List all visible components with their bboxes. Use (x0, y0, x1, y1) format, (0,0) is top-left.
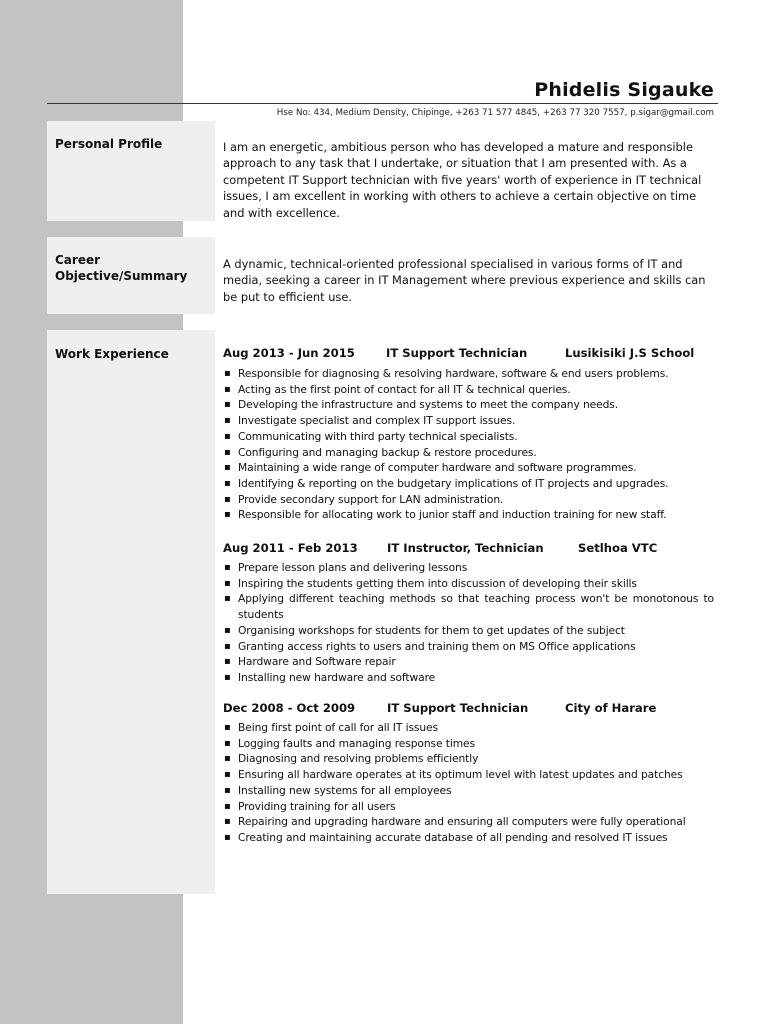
job-employer: Setlhoa VTC (578, 541, 658, 555)
personal-profile-label-box (47, 121, 215, 221)
duty-item: ▪ Ensuring all hardware operates at its optimum level with latest updates and patches (223, 767, 714, 783)
duty-item: ▪ Responsible for diagnosing & resolving hardware, software & end users problems. (223, 366, 714, 382)
duty-item: ▪ Providing training for all users (223, 799, 714, 815)
duty-item: ▪ Prepare lesson plans and delivering lessons (223, 560, 714, 576)
duty-item: ▪ Inspiring the students getting them into discussion of developing their skills (223, 576, 714, 592)
duty-item: ▪ Acting as the first point of contact for all IT & technical queries. (223, 382, 714, 398)
duty-item: ▪ Diagnosing and resolving problems efficiently (223, 751, 714, 767)
job-duties-list (223, 720, 714, 846)
career-objective-label (55, 252, 187, 284)
job-header (223, 701, 718, 717)
duty-item: ▪ Installing new systems for all employees (223, 783, 714, 799)
career-objective-label-box (47, 237, 215, 314)
duty-item: ▪ Identifying & reporting on the budgetary implications of IT projects and upgrades. (223, 476, 714, 492)
duty-item: ▪ Granting access rights to users and training them on MS Office applications (223, 639, 714, 655)
job-employer: Lusikisiki J.S School (565, 346, 695, 360)
duty-item: ▪ Investigate specialist and complex IT support issues. (223, 413, 714, 429)
duty-item: ▪ Hardware and Software repair (223, 654, 714, 670)
duty-item: ▪ Developing the infrastructure and systems to meet the company needs. (223, 397, 714, 413)
header-divider (47, 103, 718, 104)
job-duties-list (223, 560, 714, 686)
duty-item: ▪ Installing new hardware and software (223, 670, 714, 686)
work-experience-label: Work Experience (55, 347, 169, 361)
personal-profile-text: I am an energetic, ambitious person who has developed a mature and responsible approach to any task that I undertake, or situation that I am presented with. As a competent IT Support technician with five years' worth of experience in IT technical issues, I am excellent in working with others to achieve a certain objective on time and with excellence. (223, 140, 702, 220)
duty-item: ▪ Maintaining a wide range of computer hardware and software programmes. (223, 460, 714, 476)
job-employer: City of Harare (565, 701, 657, 715)
duty-item: ▪ Configuring and managing backup & restore procedures. (223, 445, 714, 461)
duty-item: ▪ Provide secondary support for LAN administration. (223, 492, 714, 508)
job-dates: Aug 2011 - Feb 2013 (223, 541, 358, 555)
job-duties-list (223, 366, 714, 523)
duty-item: ▪ Creating and maintaining accurate database of all pending and resolved IT issues (223, 830, 714, 846)
job-dates: Aug 2013 - Jun 2015 (223, 346, 355, 360)
duty-item: ▪ Repairing and upgrading hardware and ensuring all computers were fully operational (223, 814, 714, 830)
duty-item: ▪ Being first point of call for all IT issues (223, 720, 714, 736)
duty-item: ▪ Applying different teaching methods so that teaching process won't be monotonous to students (223, 591, 714, 622)
job-header (223, 346, 718, 362)
duty-item: ▪ Logging faults and managing response times (223, 736, 714, 752)
career-objective-text: A dynamic, technical-oriented professional specialised in various forms of IT and media, seeking a career in IT Management where previous experience and skills can be put to efficient use. (223, 257, 706, 304)
job-title: IT Instructor, Technician (387, 541, 544, 555)
duty-item: ▪ Communicating with third party technical specialists. (223, 429, 714, 445)
job-title: IT Support Technician (386, 346, 528, 360)
career-objective-label-line2: Objective/Summary (55, 269, 188, 283)
job-dates: Dec 2008 - Oct 2009 (223, 701, 356, 715)
work-experience-label-box (47, 330, 215, 894)
job-header (223, 541, 718, 557)
career-objective-label-line1: Career (55, 253, 101, 267)
job-title: IT Support Technician (387, 701, 529, 715)
contact-details: Hse No: 434, Medium Density, Chipinge, +263 71 577 4845, +263 77 320 7557, p.sigar@gmail.com (276, 108, 714, 118)
duty-item: ▪ Responsible for allocating work to junior staff and induction training for new staff. (223, 507, 714, 523)
duty-item: ▪ Organising workshops for students for them to get updates of the subject (223, 623, 714, 639)
candidate-name: Phidelis Sigauke (534, 79, 714, 101)
personal-profile-label: Personal Profile (55, 137, 163, 151)
